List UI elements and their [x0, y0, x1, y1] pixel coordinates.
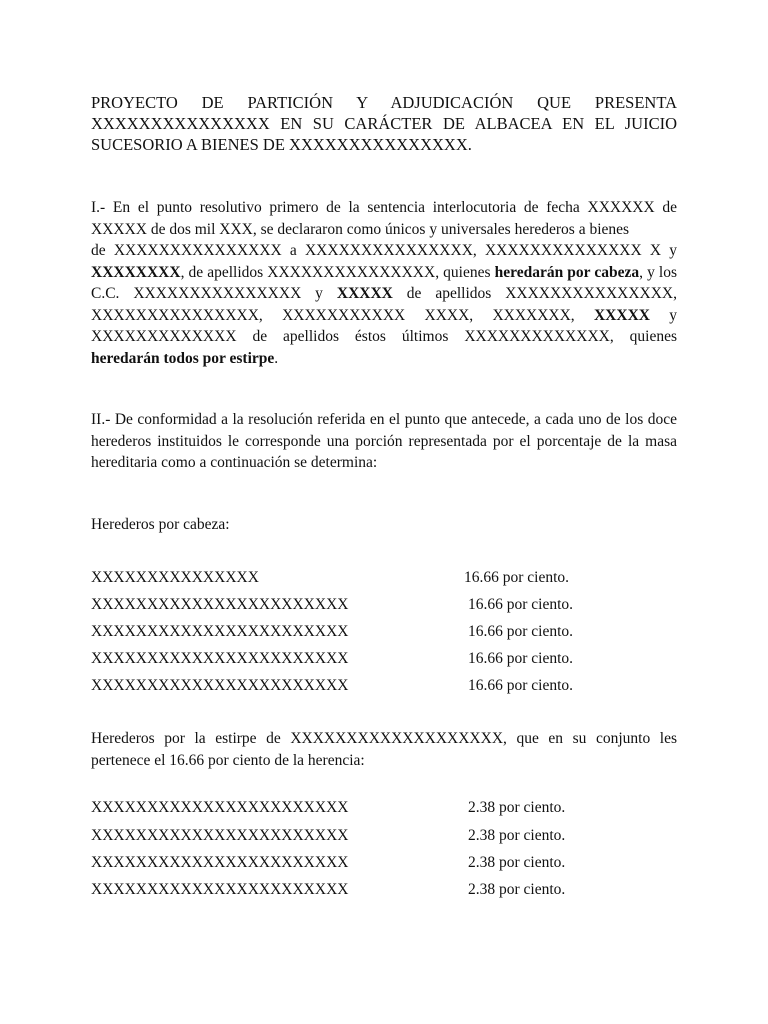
text-run: . [274, 349, 279, 367]
bold-text-run: heredarán por cabeza [494, 263, 640, 281]
list-item [91, 797, 677, 824]
heir-name: XXXXXXXXXXXXXXXXXXXXXXX [91, 650, 349, 668]
document-page [91, 92, 677, 906]
bold-text-run: XXXXX [593, 306, 650, 324]
section-2 [91, 409, 677, 474]
heir-share: 16.66 por ciento. [464, 568, 570, 586]
heir-share: 16.66 por ciento. [468, 677, 574, 695]
section-1 [91, 197, 677, 369]
heir-share: 2.38 por ciento. [468, 799, 566, 817]
section-1-paragraph-1: I.- En el punto resolutivo primero de la sentencia interlocutoria de fecha XXXXXX de XXXXX de dos mil XXX, se declararon como únicos y universales herederos a bienes [91, 199, 677, 238]
text-run: , de apellidos XXXXXXXXXXXXXXX, quienes [180, 263, 495, 281]
list-item [91, 594, 677, 621]
heir-name: XXXXXXXXXXXXXXXXXXXXXXX [91, 853, 349, 871]
document-title: PROYECTO DE PARTICIÓN Y ADJUDICACIÓN QUE PRESENTA XXXXXXXXXXXXXXX EN SU CARÁCTER DE ALBACEA EN EL JUICIO SUCESORIO A BIENES DE XXXXXXXXXXXXXXX. [91, 93, 677, 154]
text-run: , y los C.C. XXXXXXXXXXXXXXX y [91, 263, 677, 302]
bold-text-run: XXXXX [336, 285, 393, 302]
heirs-by-lineage-intro: Herederos por la estirpe de XXXXXXXXXXXXXXXXXXX, que en su conjunto les pertenece el 16.66 por ciento de la herencia: [91, 730, 677, 769]
bold-text-run: XXXXXXXX [91, 263, 181, 281]
heir-share: 2.38 por ciento. [468, 853, 566, 871]
heirs-by-head-heading: Herederos por cabeza: [91, 515, 230, 533]
heir-share: 2.38 por ciento. [468, 826, 566, 844]
heir-name: XXXXXXXXXXXXXXXXXXXXXXX [91, 677, 349, 695]
heirs-by-lineage-list [91, 797, 677, 906]
list-item [91, 675, 677, 702]
text-run: de XXXXXXXXXXXXXXX a XXXXXXXXXXXXXXX, XXXXXXXXXXXXXX X y [91, 242, 677, 259]
text-run: de apellidos XXXXXXXXXXXXXXX, XXXXXXXXXXXXXXX, XXXXXXXXXXX XXXX, XXXXXXX, [91, 285, 677, 324]
list-item [91, 825, 677, 852]
heir-name: XXXXXXXXXXXXXXXXXXXXXXX [91, 622, 349, 640]
section-2-paragraph: II.- De conformidad a la resolución referida en el punto que antecede, a cada uno de los doce herederos instituidos le corresponde una porción representada por el porcentaje de la masa hereditaria como a continuación se determina: [91, 411, 677, 471]
heir-name: XXXXXXXXXXXXXXXXXXXXXXX [91, 799, 349, 817]
heir-share: 16.66 por ciento. [468, 595, 574, 613]
list-item [91, 879, 677, 906]
text-run: y XXXXXXXXXXXXX de apellidos éstos últimos XXXXXXXXXXXXX, quienes [91, 306, 677, 345]
list-item [91, 567, 677, 594]
heir-name: XXXXXXXXXXXXXXXXXXXXXXX [91, 826, 349, 844]
heir-share: 16.66 por ciento. [468, 622, 574, 640]
heir-name: XXXXXXXXXXXXXXX [91, 568, 259, 586]
bold-text-run: heredarán todos por estirpe [91, 349, 275, 367]
heir-share: 2.38 por ciento. [468, 881, 566, 898]
heir-name: XXXXXXXXXXXXXXXXXXXXXXX [91, 595, 349, 613]
list-item [91, 852, 677, 879]
heir-name: XXXXXXXXXXXXXXXXXXXXXXX [91, 881, 349, 898]
heir-share: 16.66 por ciento. [468, 650, 574, 668]
heirs-by-head-list [91, 567, 677, 703]
section-1-paragraph-2 [91, 240, 677, 369]
list-item [91, 648, 677, 675]
list-item [91, 621, 677, 648]
